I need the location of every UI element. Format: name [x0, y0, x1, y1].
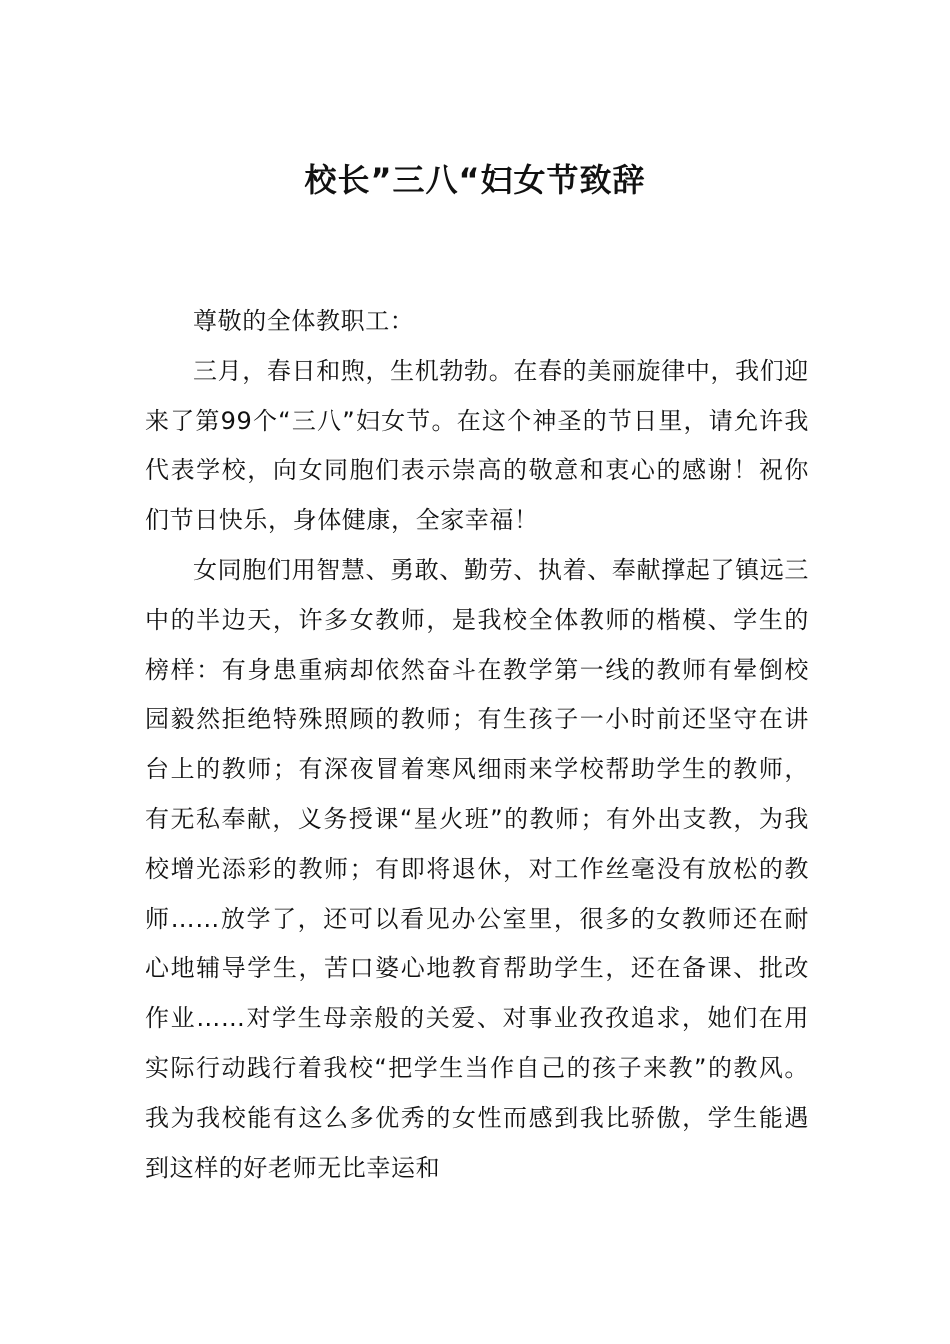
document-title: 校长”三八“妇女节致辞 — [304, 161, 646, 199]
salutation: 尊敬的全体教职工： — [193, 307, 415, 335]
document-body — [145, 297, 809, 1193]
paragraph-1: 三月，春日和煦，生机勃勃。在春的美丽旋律中，我们迎来了第99个“三八”妇女节。在这个神圣的节日里，请允许我代表学校，向女同胞们表示崇高的敬意和衷心的感谢！祝你们节日快乐，身体健康，全家幸福！ — [145, 356, 809, 535]
paragraph-2: 女同胞们用智慧、勇敢、勤劳、执着、奉献撑起了镇远三中的半边天，许多女教师，是我校全体教师的楷模、学生的榜样：有身患重病却依然奋斗在教学第一线的教师有晕倒校园毅然拒绝特殊照顾的教师；有生孩子一小时前还坚守在讲台上的教师；有深夜冒着寒风细雨来学校帮助学生的教师，有无私奉献，义务授课“星火班”的教师；有外出支教，为我校增光添彩的教师；有即将退休，对工作丝毫没有放松的教师……放学了，还可以看见办公室里，很多的女教师还在耐心地辅导学生，苦口婆心地教育帮助学生，还在备课、批改作业……对学生母亲般的关爱、对事业孜孜追求，她们在用实际行动践行着我校“把学生当作自己的孩子来教”的教风。我为我校能有这么多优秀的女性而感到我比骄傲，学生能遇到这样的好老师无比幸运和 — [145, 555, 809, 1182]
